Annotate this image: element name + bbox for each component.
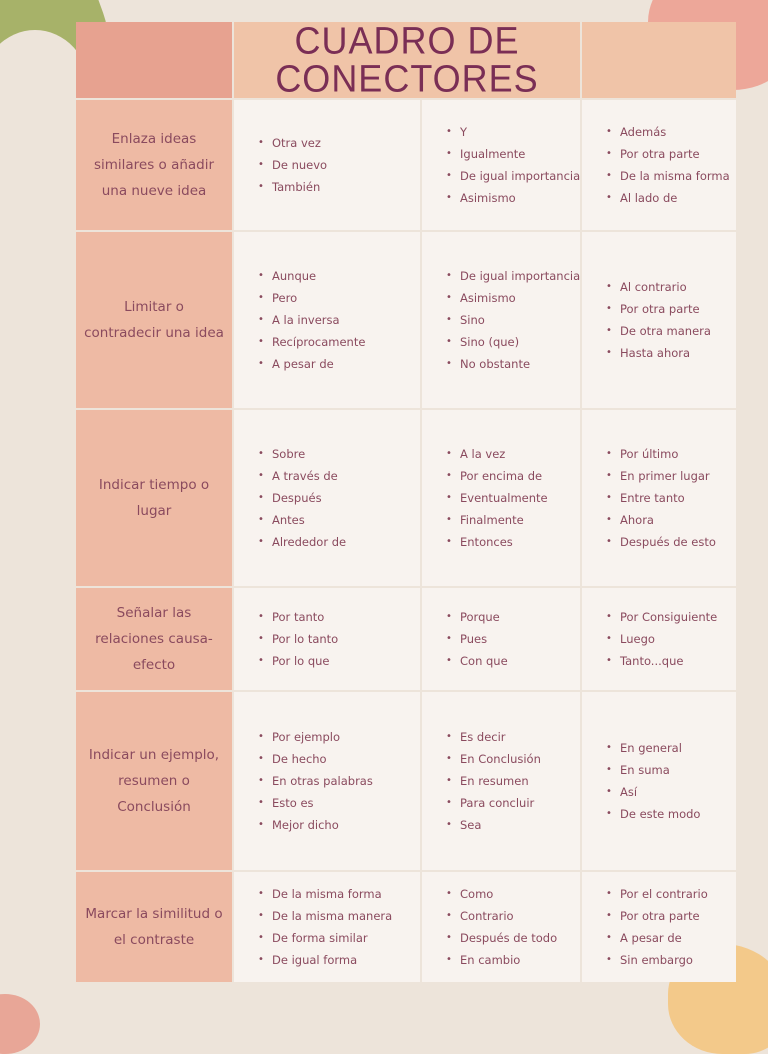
list-item: • Finalmente (460, 509, 548, 531)
list-item: • Con que (460, 650, 508, 672)
list-item: • Asimismo (460, 187, 580, 209)
list-item: • Como (460, 883, 557, 905)
list-item: • En primer lugar (620, 465, 716, 487)
connector-list (234, 443, 346, 553)
connector-cell (422, 232, 580, 408)
decorative-blob-salmon (0, 994, 40, 1054)
page-title: CUADRO DE CONECTORES (275, 19, 539, 100)
list-item: • Además (620, 121, 730, 143)
list-item: • Al lado de (620, 187, 730, 209)
list-item: • De otra manera (620, 320, 711, 342)
list-item: • En suma (620, 759, 700, 781)
connector-cell (234, 410, 420, 586)
list-item: • De la misma forma (272, 883, 392, 905)
list-item: • Tanto...que (620, 650, 717, 672)
list-item: • En Conclusión (460, 748, 541, 770)
list-item: • No obstante (460, 353, 580, 375)
table-row (76, 232, 736, 408)
list-item: • De forma similar (272, 927, 392, 949)
list-item: • Sea (460, 814, 541, 836)
connector-cell (234, 232, 420, 408)
list-item: • Y (460, 121, 580, 143)
list-item: • Por lo que (272, 650, 338, 672)
list-item: • Por encima de (460, 465, 548, 487)
list-item: • Por otra parte (620, 143, 730, 165)
list-item: • Por último (620, 443, 716, 465)
list-item: • Por Consiguiente (620, 606, 717, 628)
list-item: • Después de todo (460, 927, 557, 949)
connector-list (234, 132, 327, 198)
connector-cell (582, 588, 736, 690)
list-item: • Pues (460, 628, 508, 650)
list-item: • De la misma manera (272, 905, 392, 927)
connector-cell (234, 100, 420, 230)
list-item: • En resumen (460, 770, 541, 792)
list-item: • Mejor dicho (272, 814, 373, 836)
list-item: • A la inversa (272, 309, 365, 331)
list-item: • Luego (620, 628, 717, 650)
list-item: • De igual importancia (460, 165, 580, 187)
category-label: Enlaza ideas similares o añadir una nueve idea (76, 100, 232, 230)
connector-list (582, 276, 711, 364)
list-item: • Sino (que) (460, 331, 580, 353)
list-item: • Después (272, 487, 346, 509)
list-item: • A pesar de (620, 927, 708, 949)
list-item: • Antes (272, 509, 346, 531)
list-item: • A pesar de (272, 353, 365, 375)
connector-cell (582, 692, 736, 870)
list-item: • Entre tanto (620, 487, 716, 509)
connector-list (422, 883, 557, 971)
connectors-table (76, 19, 736, 982)
list-item: • Por otra parte (620, 298, 711, 320)
connector-list (422, 606, 508, 672)
list-item: • Sino (460, 309, 580, 331)
list-item: • Aunque (272, 265, 365, 287)
list-item: • De nuevo (272, 154, 327, 176)
connector-list (422, 121, 580, 209)
list-item: • Por otra parte (620, 905, 708, 927)
connector-list (234, 265, 365, 375)
connector-list (234, 726, 373, 836)
list-item: • De la misma forma (620, 165, 730, 187)
table-row (76, 872, 736, 982)
connector-list (422, 265, 580, 375)
list-item: • Hasta ahora (620, 342, 711, 364)
list-item: • Asimismo (460, 287, 580, 309)
connector-list (582, 883, 708, 971)
list-item: • De igual forma (272, 949, 392, 971)
connector-cell (234, 872, 420, 982)
connector-cell (422, 100, 580, 230)
table-header (76, 19, 736, 100)
list-item: • Contrario (460, 905, 557, 927)
list-item: • Porque (460, 606, 508, 628)
connector-list (422, 726, 541, 836)
list-item: • Eventualmente (460, 487, 548, 509)
list-item: • Así (620, 781, 700, 803)
connector-list (582, 737, 700, 825)
list-item: • Recíprocamente (272, 331, 365, 353)
category-label: Limitar o contradecir una idea (76, 232, 232, 408)
list-item: • Después de esto (620, 531, 716, 553)
list-item: • Por lo tanto (272, 628, 338, 650)
list-item: • Igualmente (460, 143, 580, 165)
connector-cell (422, 692, 580, 870)
list-item: • A través de (272, 465, 346, 487)
list-item: • Al contrario (620, 276, 711, 298)
connector-cell (422, 410, 580, 586)
list-item: • En otras palabras (272, 770, 373, 792)
list-item: • Sobre (272, 443, 346, 465)
connector-cell (582, 232, 736, 408)
list-item: • Pero (272, 287, 365, 309)
connector-cell (422, 872, 580, 982)
category-label: Indicar tiempo o lugar (76, 410, 232, 586)
connector-list (422, 443, 548, 553)
connector-list (582, 443, 716, 553)
connector-list (582, 121, 730, 209)
connector-cell (234, 588, 420, 690)
list-item: • Por ejemplo (272, 726, 373, 748)
table-row (76, 692, 736, 870)
connector-list (234, 883, 392, 971)
list-item: • En cambio (460, 949, 557, 971)
table-row (76, 100, 736, 230)
list-item: • A la vez (460, 443, 548, 465)
header-cell-title (234, 19, 580, 100)
list-item: • Otra vez (272, 132, 327, 154)
list-item: • Es decir (460, 726, 541, 748)
connector-cell (582, 872, 736, 982)
connector-cell (422, 588, 580, 690)
connector-cell (582, 100, 736, 230)
list-item: • Sin embargo (620, 949, 708, 971)
connector-list (234, 606, 338, 672)
list-item: • Por tanto (272, 606, 338, 628)
table-row (76, 588, 736, 690)
list-item: • Para concluir (460, 792, 541, 814)
list-item: • De hecho (272, 748, 373, 770)
list-item: • Esto es (272, 792, 373, 814)
category-label: Marcar la similitud o el contraste (76, 872, 232, 982)
connector-cell (582, 410, 736, 586)
list-item: • De igual importancia (460, 265, 580, 287)
list-item: • Alrededor de (272, 531, 346, 553)
table-row (76, 410, 736, 586)
category-label: Señalar las relaciones causa- efecto (76, 588, 232, 690)
connector-cell (234, 692, 420, 870)
list-item: • También (272, 176, 327, 198)
category-label: Indicar un ejemplo, resumen o Conclusión (76, 692, 232, 870)
list-item: • Por el contrario (620, 883, 708, 905)
connector-list (582, 606, 717, 672)
list-item: • Ahora (620, 509, 716, 531)
list-item: • En general (620, 737, 700, 759)
list-item: • Entonces (460, 531, 548, 553)
header-cell-left (76, 22, 232, 98)
header-cell-right (582, 22, 736, 98)
list-item: • De este modo (620, 803, 700, 825)
